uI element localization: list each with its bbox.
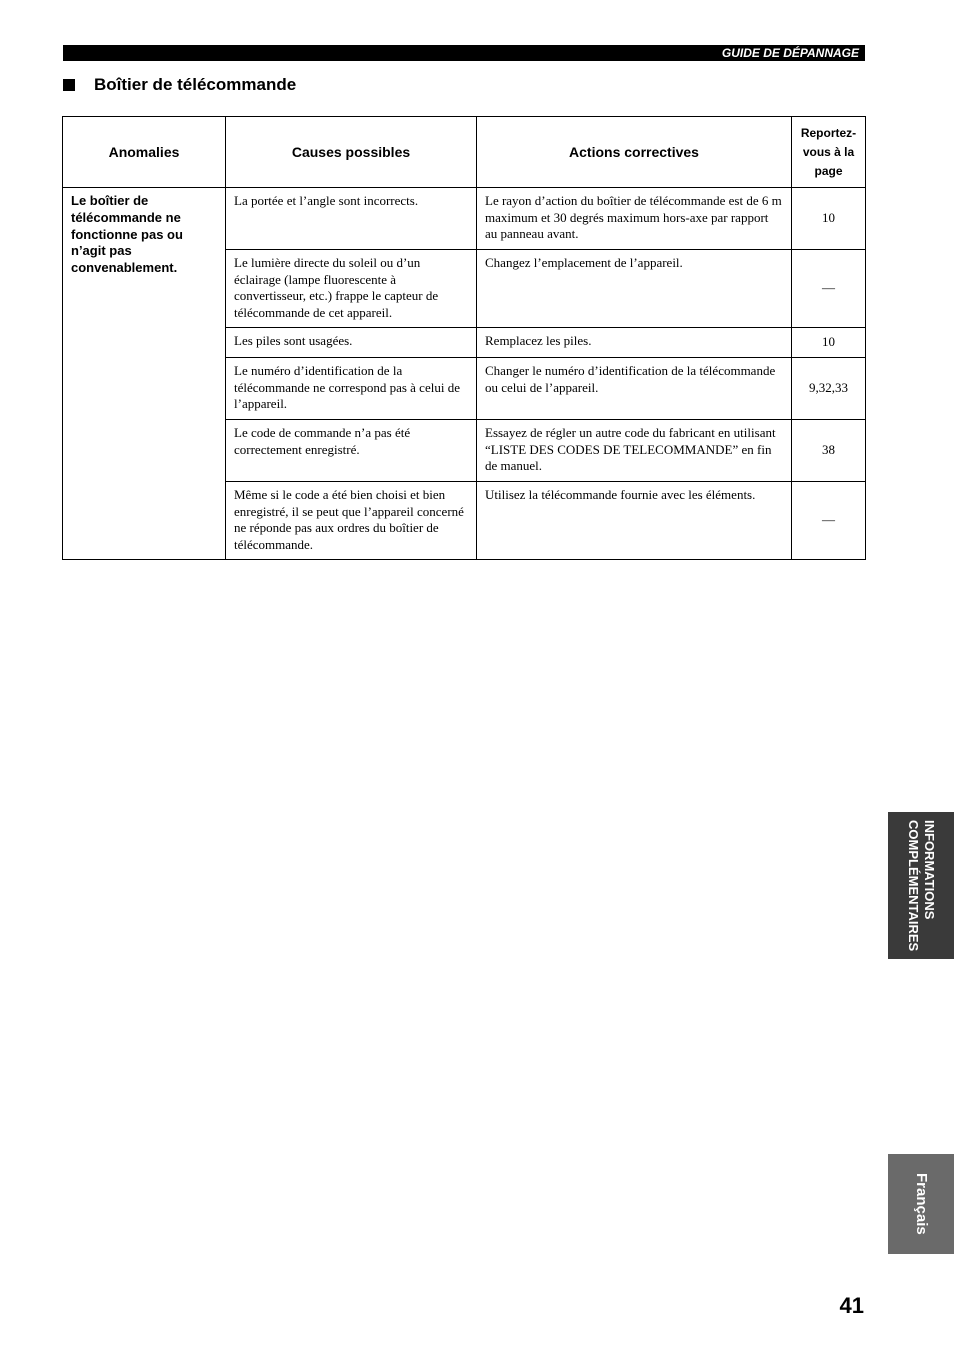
section-title (63, 73, 296, 97)
side-tab-informations-text (905, 820, 937, 951)
page-ref-cell: — (792, 482, 866, 560)
action-cell: Remplacez les piles. (477, 328, 792, 358)
table-row (63, 188, 866, 250)
running-header-label: GUIDE DE DÉPANNAGE (721, 46, 859, 60)
page-ref-cell: 10 (792, 188, 866, 250)
cause-cell: Le numéro d’identification de la télécommande ne correspond pas à celui de l’appareil. (226, 358, 477, 420)
section-title-text: Boîtier de télécommande (94, 75, 297, 94)
column-header-anomalies: Anomalies (63, 117, 226, 188)
cause-cell: Le code de commande n’a pas été correctement enregistré. (226, 420, 477, 482)
column-header-causes: Causes possibles (226, 117, 477, 188)
page-ref-cell: 9,32,33 (792, 358, 866, 420)
column-header-actions: Actions correctives (477, 117, 792, 188)
cause-cell: La portée et l’angle sont incorrects. (226, 188, 477, 250)
page-ref-cell: 10 (792, 328, 866, 358)
cause-cell: Même si le code a été bien choisi et bien enregistré, il se peut que l’appareil concerné ne réponde pas aux ordres du boîtier de télécommande. (226, 482, 477, 560)
square-bullet-icon (63, 79, 75, 91)
troubleshooting-table (62, 116, 866, 560)
page-number: 41 (839, 1293, 864, 1318)
side-tab-line-2: COMPLÉMENTAIRES (906, 819, 921, 952)
action-cell: Changez l’emplacement de l’appareil. (477, 250, 792, 328)
running-header (63, 45, 865, 61)
side-tab-language-text: Français (913, 1173, 930, 1235)
table-header-row (63, 117, 866, 188)
anomaly-cell: Le boîtier de télécommande ne fonctionne pas ou n’agit pas convenablement. (63, 188, 226, 560)
action-cell: Le rayon d’action du boîtier de télécommande est de 6 m maximum et 30 degrés maximum hors-axe par rapport au panneau avant. (477, 188, 792, 250)
cause-cell: Les piles sont usagées. (226, 328, 477, 358)
action-cell: Utilisez la télécommande fournie avec les éléments. (477, 482, 792, 560)
action-cell: Essayez de régler un autre code du fabricant en utilisant “LISTE DES CODES DE TELECOMMANDE” en fin de manuel. (477, 420, 792, 482)
cause-cell: Le lumière directe du soleil ou d’un éclairage (lampe fluorescente à convertisseur, etc.) frappe le capteur de télécommande de cet appareil. (226, 250, 477, 328)
column-header-page: Reportez-vous à la page (792, 117, 866, 188)
page-ref-cell: — (792, 250, 866, 328)
side-tab-language (888, 1154, 954, 1254)
action-cell: Changer le numéro d’identification de la télécommande ou celui de l’appareil. (477, 358, 792, 420)
page-ref-cell: 38 (792, 420, 866, 482)
side-tab-line-1: INFORMATIONS (922, 819, 937, 920)
side-tab-informations (888, 812, 954, 959)
